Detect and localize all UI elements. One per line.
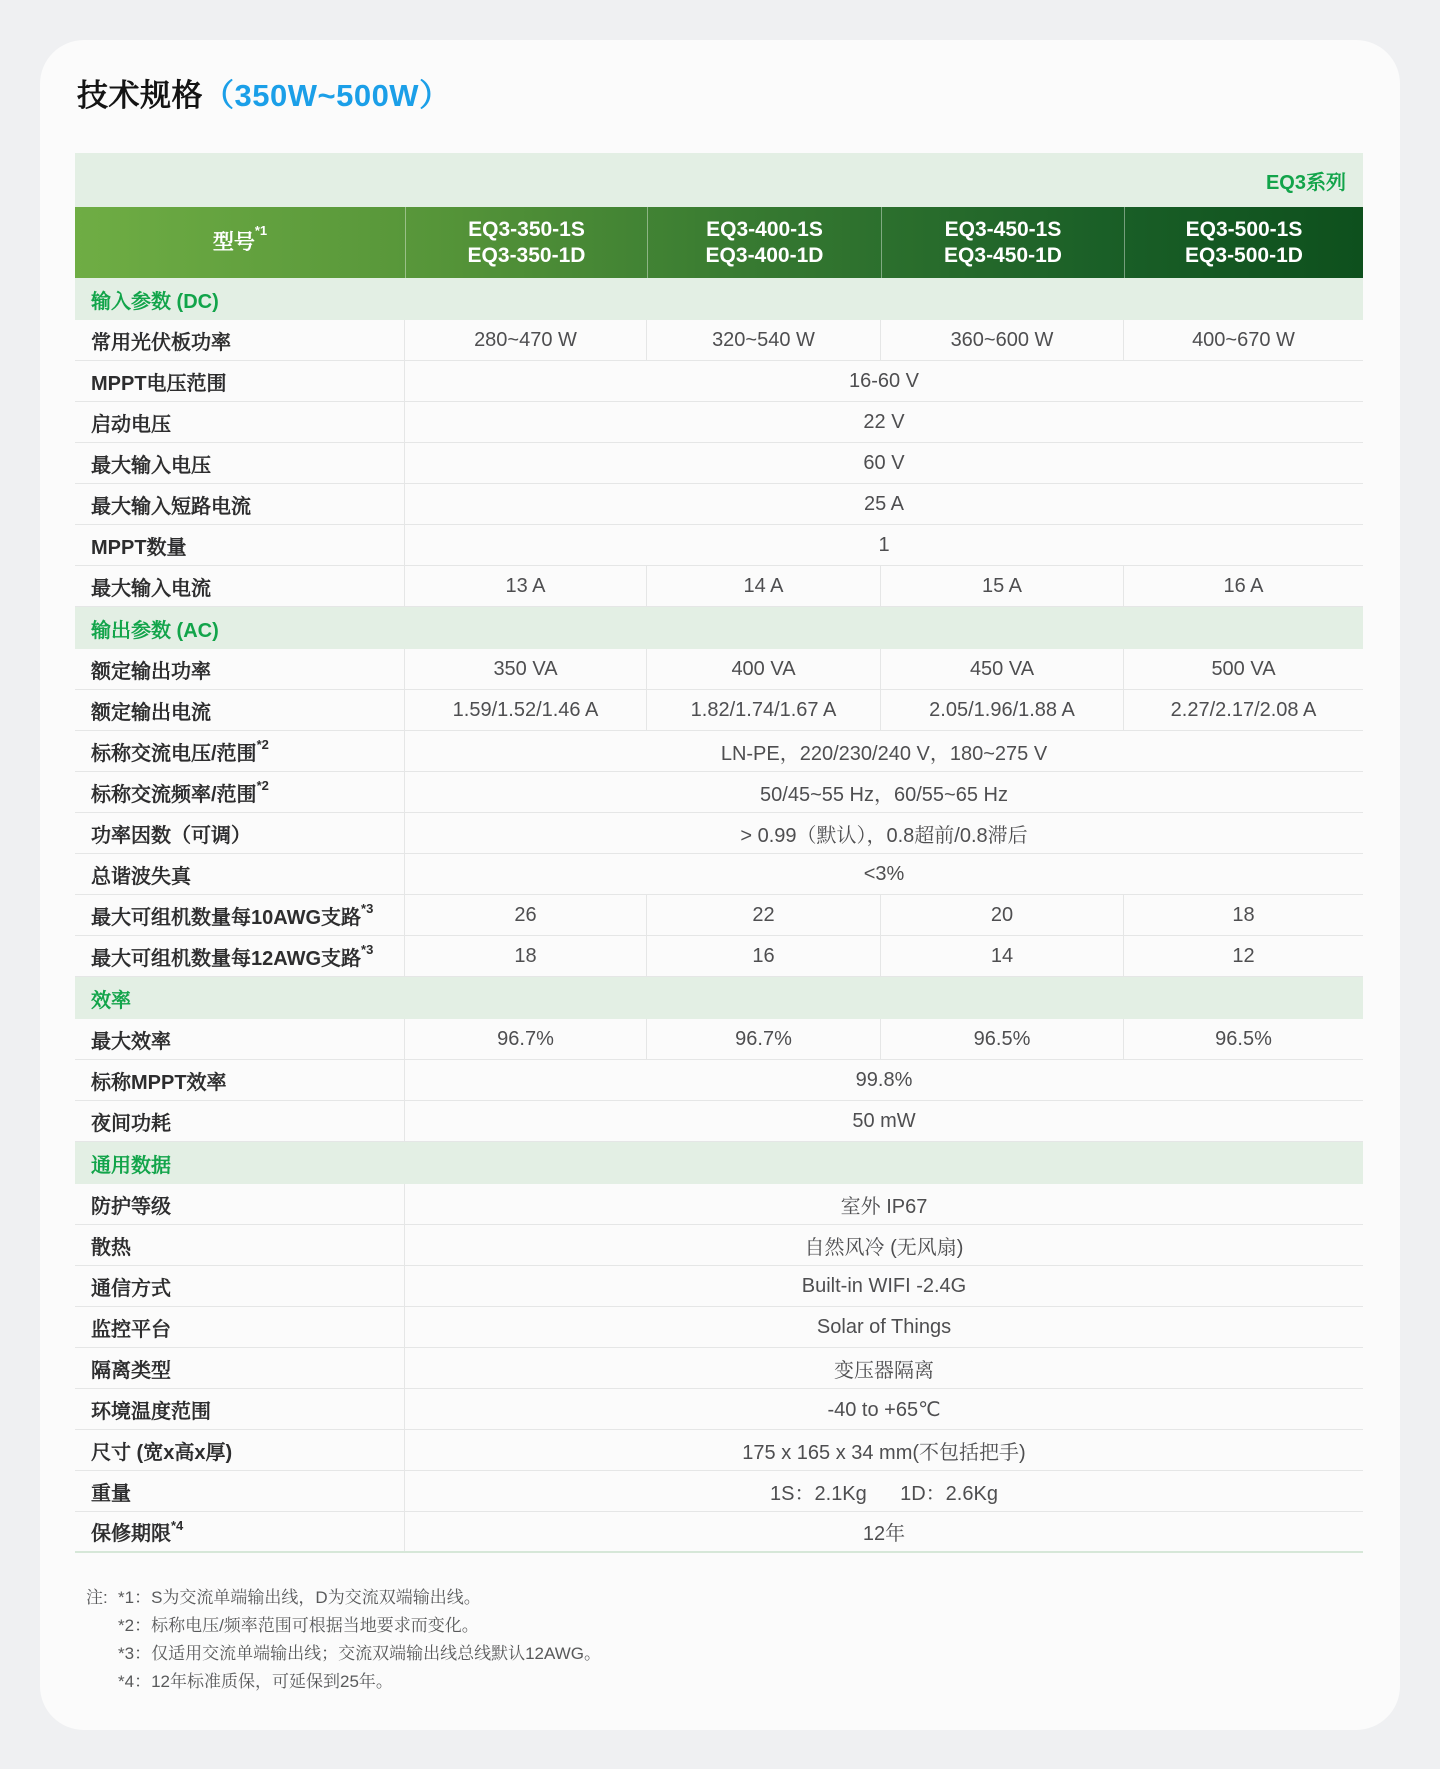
row-label: 最大输入电压 xyxy=(75,443,405,483)
row-label: 启动电压 xyxy=(75,402,405,442)
cell-value: 20 xyxy=(881,895,1124,935)
row-label: 标称交流电压/范围 $^{*2}$ xyxy=(75,731,405,771)
section-band-3 xyxy=(75,1142,1363,1184)
footnote-text: 标称电压/频率范围可根据当地要求而变化。 xyxy=(151,1616,479,1635)
series-label: EQ3系列 xyxy=(1265,171,1346,194)
row-label: 功率因数（可调） xyxy=(75,813,405,853)
row-label: 环境温度范围 xyxy=(75,1389,405,1429)
table-row xyxy=(75,1019,1363,1060)
footnote-marker: *3： xyxy=(118,1644,152,1663)
table-row xyxy=(75,566,1363,607)
cell-value: 18 xyxy=(1232,903,1255,926)
footnote-marker: *4： xyxy=(118,1672,152,1691)
header-model-cell-0 xyxy=(405,207,647,278)
footnote-line-3 xyxy=(86,1640,1363,1668)
cell-value-span: 60 V xyxy=(863,451,905,474)
cell-value: 22 xyxy=(647,895,881,935)
cell-value-span: <3% xyxy=(863,862,905,885)
cell-value-span: 50 mW xyxy=(852,1109,916,1132)
footnote-prefix xyxy=(86,1668,118,1696)
row-label: 夜间功耗 xyxy=(75,1101,405,1141)
cell-value: 15 A xyxy=(881,566,1124,606)
model-name: EQ3-450-1D xyxy=(944,243,1062,267)
table-row xyxy=(75,731,1363,772)
section-title: 通用数据 xyxy=(91,1154,171,1177)
section-band-1 xyxy=(75,607,1363,649)
table-row xyxy=(75,1512,1363,1553)
cell-value: 320~540 W xyxy=(647,320,881,360)
section-band-0 xyxy=(75,278,1363,320)
cell-value-span: 室外 IP67 xyxy=(840,1195,928,1218)
header-model-cell-1 xyxy=(647,207,881,278)
cell-value: 450 VA xyxy=(881,649,1124,689)
row-label: 最大可组机数量每10AWG支路 $^{*3}$ xyxy=(75,895,405,935)
model-name: EQ3-350-1D xyxy=(467,243,586,267)
row-label: 监控平台 xyxy=(75,1307,405,1347)
table-row xyxy=(75,1184,1363,1225)
table-row xyxy=(75,1060,1363,1101)
header-model-cell-3 xyxy=(1124,207,1363,278)
row-label: 额定输出功率 xyxy=(75,649,405,689)
series-band xyxy=(75,153,1363,207)
header-model-cell-2 xyxy=(881,207,1124,278)
row-label: 额定输出电流 xyxy=(75,690,405,730)
footnote-line-4 xyxy=(86,1668,1363,1696)
row-label: 通信方式 xyxy=(75,1266,405,1306)
row-label: 标称交流频率/范围 $^{*2}$ xyxy=(75,772,405,812)
cell-value-span: 99.8% xyxy=(855,1068,913,1091)
table-section-3 xyxy=(75,1142,1363,1553)
cell-value-span: 175 x 165 x 34 mm(不包括把手) xyxy=(742,1441,1026,1464)
cell-value: 96.5% xyxy=(881,1019,1124,1059)
table-row xyxy=(75,772,1363,813)
row-label: MPPT数量 xyxy=(75,525,405,565)
footnote-text: 12年标准质保，可延保到25年。 xyxy=(151,1672,393,1691)
cell-value: 26 xyxy=(405,895,647,935)
table-row xyxy=(75,936,1363,977)
page-title-main: 技术规格 xyxy=(77,78,203,113)
model-name: EQ3-400-1S xyxy=(706,217,823,241)
row-label: 重量 xyxy=(75,1471,405,1511)
row-label: 标称MPPT效率 xyxy=(75,1060,405,1100)
cell-value-span: 22 V xyxy=(863,410,905,433)
cell-value-span: 变压器隔离 xyxy=(834,1359,934,1382)
row-label: 最大输入短路电流 xyxy=(75,484,405,524)
page-title-range: （350W~500W） xyxy=(203,78,451,113)
model-name: EQ3-500-1D xyxy=(1185,243,1303,267)
table-row xyxy=(75,1307,1363,1348)
cell-value: 2.27/2.17/2.08 A xyxy=(1170,698,1317,721)
table-row xyxy=(75,690,1363,731)
page-title xyxy=(77,76,1363,116)
model-name: EQ3-400-1D xyxy=(705,243,824,267)
cell-value-span: 25 A xyxy=(863,492,905,515)
cell-value-span: > 0.99（默认），0.8超前/0.8滞后 xyxy=(740,824,1028,847)
row-label: 常用光伏板功率 xyxy=(75,320,405,360)
footnote-ref: *1 xyxy=(254,222,268,238)
row-label: 最大可组机数量每12AWG支路 $^{*3}$ xyxy=(75,936,405,976)
cell-value: 400~670 W xyxy=(1192,328,1295,351)
table-row xyxy=(75,1389,1363,1430)
table-row xyxy=(75,854,1363,895)
table-row xyxy=(75,320,1363,361)
row-label: 保修期限 $^{*4}$ xyxy=(75,1512,405,1551)
cell-value: 280~470 W xyxy=(405,320,647,360)
table-row xyxy=(75,402,1363,443)
table-row xyxy=(75,525,1363,566)
footnote-prefix xyxy=(86,1640,118,1668)
table-row xyxy=(75,1225,1363,1266)
section-title: 输出参数 (AC) xyxy=(91,619,219,642)
cell-value: 500 VA xyxy=(1211,657,1276,680)
model-name: EQ3-450-1S xyxy=(944,217,1062,241)
table-row xyxy=(75,361,1363,402)
row-label: 最大效率 xyxy=(75,1019,405,1059)
table-body xyxy=(75,278,1363,1553)
table-row xyxy=(75,895,1363,936)
cell-value: 12 xyxy=(1232,944,1255,967)
row-label: 防护等级 xyxy=(75,1184,405,1224)
row-label: 总谐波失真 xyxy=(75,854,405,894)
footnote-line-2 xyxy=(86,1612,1363,1640)
table-row xyxy=(75,1471,1363,1512)
row-label: 散热 xyxy=(75,1225,405,1265)
cell-value: 2.05/1.96/1.88 A xyxy=(881,690,1124,730)
table-row xyxy=(75,484,1363,525)
section-title: 效率 xyxy=(91,989,131,1012)
table-section-2 xyxy=(75,977,1363,1142)
row-label: 最大输入电流 xyxy=(75,566,405,606)
table-section-0 xyxy=(75,278,1363,607)
row-label: 尺寸 (宽x高x厚) xyxy=(75,1430,405,1470)
cell-value: 14 xyxy=(881,936,1124,976)
cell-value: 16 xyxy=(647,936,881,976)
spec-card xyxy=(40,40,1400,1730)
cell-value-span: 50/45~55 Hz，60/55~65 Hz xyxy=(760,783,1008,806)
table-row xyxy=(75,1430,1363,1471)
cell-value-span: 12年 xyxy=(862,1523,906,1545)
cell-value: 96.5% xyxy=(1215,1027,1272,1050)
model-name: EQ3-350-1S xyxy=(468,217,585,241)
table-header-row xyxy=(75,207,1363,278)
header-model-label-text: 型号$^{*1}$ xyxy=(212,222,268,254)
table-row xyxy=(75,1101,1363,1142)
cell-value-span: Built-in WIFI -2.4G xyxy=(801,1274,967,1297)
cell-value-span: -40 to +65℃ xyxy=(827,1398,941,1421)
cell-value: 13 A xyxy=(405,566,647,606)
cell-value-span: 16-60 V xyxy=(848,369,920,392)
cell-value: 18 xyxy=(405,936,647,976)
header-model-label xyxy=(75,207,405,278)
row-label: MPPT电压范围 xyxy=(75,361,405,401)
footnote-marker: *1： xyxy=(118,1588,152,1607)
table-row xyxy=(75,649,1363,690)
footnote-prefix: 注: xyxy=(86,1588,108,1607)
cell-value: 400 VA xyxy=(647,649,881,689)
cell-value-span: 自然风冷 (无风扇) xyxy=(804,1236,964,1259)
cell-value-span: Solar of Things xyxy=(816,1315,952,1338)
footnotes xyxy=(86,1584,1363,1696)
cell-value: 350 VA xyxy=(405,649,647,689)
footnote-text: 仅适用交流单端输出线；交流双端输出线总线默认12AWG。 xyxy=(151,1644,601,1663)
cell-value: 16 A xyxy=(1223,574,1264,597)
row-label: 隔离类型 xyxy=(75,1348,405,1388)
footnote-line-1 xyxy=(86,1584,1363,1612)
cell-value: 96.7% xyxy=(405,1019,647,1059)
footnote-text: S为交流单端输出线，D为交流双端输出线。 xyxy=(151,1588,481,1607)
section-band-2 xyxy=(75,977,1363,1019)
section-title: 输入参数 (DC) xyxy=(91,290,219,313)
cell-value: 14 A xyxy=(647,566,881,606)
cell-value: 96.7% xyxy=(647,1019,881,1059)
model-name: EQ3-500-1S xyxy=(1185,217,1303,241)
table-row xyxy=(75,443,1363,484)
cell-value: 1.82/1.74/1.67 A xyxy=(647,690,881,730)
cell-value-span: 1S：2.1Kg 1D：2.6Kg xyxy=(770,1482,998,1505)
table-row xyxy=(75,1266,1363,1307)
footnote-marker: *2： xyxy=(118,1616,152,1635)
cell-value: 1.59/1.52/1.46 A xyxy=(405,690,647,730)
table-row xyxy=(75,1348,1363,1389)
table-section-1 xyxy=(75,607,1363,977)
cell-value: 360~600 W xyxy=(881,320,1124,360)
spec-table xyxy=(75,153,1363,1553)
cell-value-span: LN-PE，220/230/240 V，180~275 V xyxy=(720,742,1048,765)
cell-value-span: 1 xyxy=(878,533,890,556)
table-row xyxy=(75,813,1363,854)
footnote-prefix xyxy=(86,1612,118,1640)
